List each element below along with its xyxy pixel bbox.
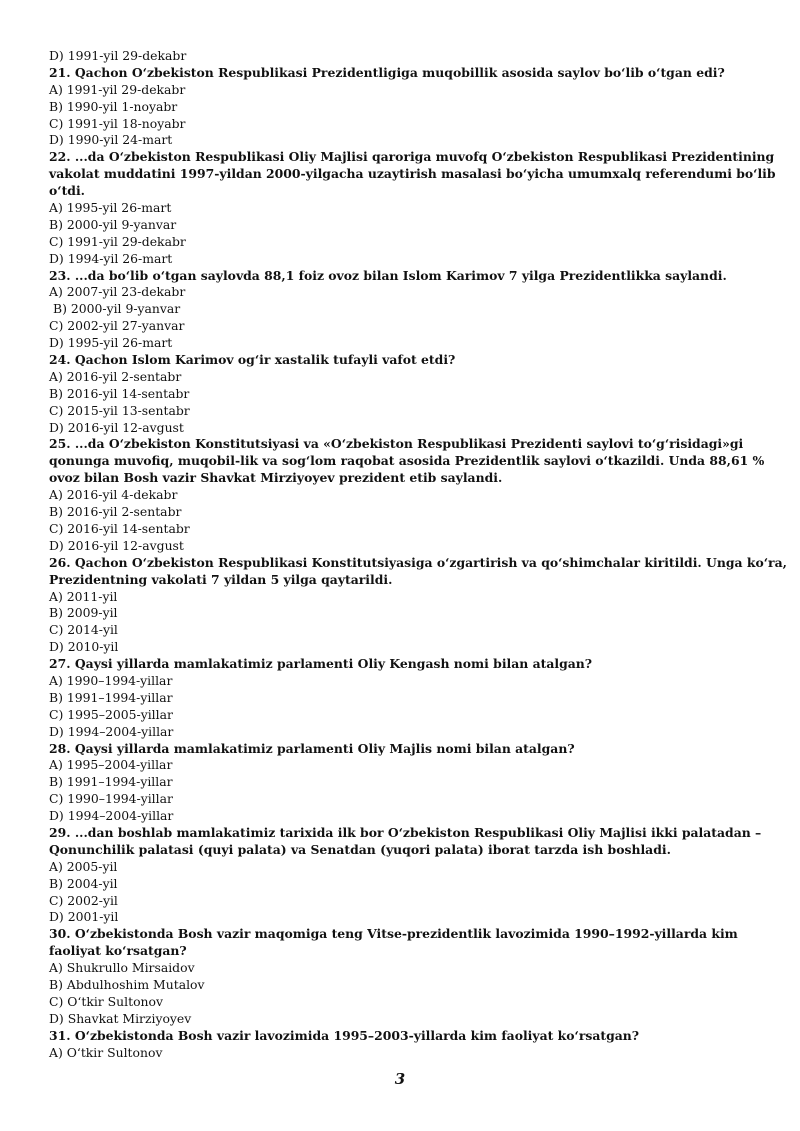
answer-option: B) 2009-yil xyxy=(49,605,118,621)
answer-option: B) 1991–1994-yillar xyxy=(49,774,173,790)
answer-option: C) 1991-yil 29-dekabr xyxy=(49,233,186,249)
answer-option: A) 1991-yil 29-dekabr xyxy=(49,81,186,97)
answer-option: A) 2016-yil 4-dekabr xyxy=(49,487,178,503)
question-text-line: ovoz bilan Bosh vazir Shavkat Mirziyoyev prezident etib saylandi. xyxy=(49,470,503,486)
answer-option: D) 1994-yil 26-mart xyxy=(49,250,173,266)
answer-option: C) O‘tkir Sultonov xyxy=(49,993,163,1009)
question-text-line: faoliyat ko‘rsatgan? xyxy=(49,943,187,959)
answer-option: A) 1995–2004-yillar xyxy=(49,757,173,773)
question-text-line: 26. Qachon O‘zbekiston Respublikasi Konstitutsiyasiga o‘zgartirish va qo‘shimchalar kiritildi. Unga ko‘ra, xyxy=(49,554,787,570)
question-text-line: 28. Qaysi yillarda mamlakatimiz parlamenti Oliy Majlis nomi bilan atalgan? xyxy=(49,740,575,756)
answer-option: A) 2011-yil xyxy=(49,588,118,604)
question-text-line: 31. O‘zbekistonda Bosh vazir lavozimida 1995–2003-yillarda kim faoliyat ko‘rsatgan? xyxy=(49,1027,640,1043)
answer-option: C) 2016-yil 14-sentabr xyxy=(49,520,190,536)
answer-option: D) 1994–2004-yillar xyxy=(49,723,174,739)
answer-option: D) 2001-yil xyxy=(49,909,119,925)
answer-option: B) 1990-yil 1-noyabr xyxy=(49,98,178,114)
answer-option: A) 1995-yil 26-mart xyxy=(49,200,172,216)
question-text-line: 24. Qachon Islom Karimov og‘ir xastalik tufayli vafot etdi? xyxy=(49,352,456,368)
question-text-line: 27. Qaysi yillarda mamlakatimiz parlamenti Oliy Kengash nomi bilan atalgan? xyxy=(49,656,593,672)
answer-option: C) 2002-yil 27-yanvar xyxy=(49,318,185,334)
answer-option: D) 2016-yil 12-avgust xyxy=(49,419,184,435)
answer-option: A) Shukrullo Mirsaidov xyxy=(49,960,195,976)
answer-option: C) 2014-yil xyxy=(49,622,118,638)
answer-option: A) 2016-yil 2-sentabr xyxy=(49,368,182,384)
question-text-line: qonunga muvofiq, muqobil-lik va sog‘lom raqobat asosida Prezidentlik saylovi o‘tkazildi. Unda 88,61 % xyxy=(49,453,765,469)
question-text-line: 21. Qachon O‘zbekiston Respublikasi Prezidentligiga muqobillik asosida saylov bo‘lib o‘tgan edi? xyxy=(49,64,725,80)
answer-option: D) 2016-yil 12-avgust xyxy=(49,537,184,553)
question-text-line: 30. O‘zbekistonda Bosh vazir maqomiga teng Vitse-prezidentlik lavozimida 1990–1992-yillarda kim xyxy=(49,926,738,942)
answer-option: C) 1995–2005-yillar xyxy=(49,706,173,722)
answer-option: C) 2002-yil xyxy=(49,892,118,908)
question-text-line: 22. ...da O‘zbekiston Respublikasi Oliy Majlisi qaroriga muvofq O‘zbekiston Respublikasi Prezidentining xyxy=(49,149,775,165)
answer-option: B) 1991–1994-yillar xyxy=(49,689,173,705)
question-text-line: 29. ...dan boshlab mamlakatimiz tarixida ilk bor O‘zbekiston Respublikasi Oliy Majlisi ikki palatadan – xyxy=(49,824,762,840)
answer-option: D) 1994–2004-yillar xyxy=(49,808,174,824)
answer-option: B) 2016-yil 2-sentabr xyxy=(49,504,182,520)
answer-option: A) 1990–1994-yillar xyxy=(49,672,173,688)
question-list xyxy=(49,48,787,1061)
question-text-line: 25. ...da O‘zbekiston Konstitutsiyasi va «O‘zbekiston Respublikasi Prezidenti saylovi to‘g‘risidagi»gi xyxy=(49,436,744,452)
answer-option: B) 2000-yil 9-yanvar xyxy=(53,301,181,317)
page-number: 3 xyxy=(394,1070,406,1088)
answer-option: A) 2007-yil 23-dekabr xyxy=(49,284,186,300)
question-text-line: Qonunchilik palatasi (quyi palata) va Senatdan (yuqori palata) iborat tarzda ish boshladi. xyxy=(49,841,671,857)
question-text-line: 23. ...da bo‘lib o‘tgan saylovda 88,1 foiz ovoz bilan Islom Karimov 7 yilga Prezidentlikka saylandi. xyxy=(49,267,727,283)
answer-option: C) 1990–1994-yillar xyxy=(49,791,173,807)
answer-option: B) 2004-yil xyxy=(49,875,118,891)
question-text-line: vakolat muddatini 1997-yildan 2000-yilgacha uzaytirish masalasi bo‘yicha umumxalq referendumi bo‘lib xyxy=(49,166,776,182)
answer-option: D) Shavkat Mirziyoyev xyxy=(49,1010,192,1026)
answer-option: C) 2015-yil 13-sentabr xyxy=(49,402,190,418)
answer-option: A) 2005-yil xyxy=(49,858,118,874)
answer-option: B) 2016-yil 14-sentabr xyxy=(49,385,190,401)
answer-option: A) O‘tkir Sultonov xyxy=(49,1044,163,1060)
question-text-line: o‘tdi. xyxy=(49,183,85,199)
answer-option: C) 1991-yil 18-noyabr xyxy=(49,115,186,131)
answer-option: B) Abdulhoshim Mutalov xyxy=(49,976,205,992)
answer-option: B) 2000-yil 9-yanvar xyxy=(49,216,177,232)
answer-option: D) 2010-yil xyxy=(49,639,119,655)
answer-option: D) 1995-yil 26-mart xyxy=(49,335,173,351)
answer-option: D) 1990-yil 24-mart xyxy=(49,132,173,148)
answer-option: D) 1991-yil 29-dekabr xyxy=(49,48,187,63)
question-text-line: Prezidentning vakolati 7 yildan 5 yilga qaytarildi. xyxy=(49,571,393,587)
